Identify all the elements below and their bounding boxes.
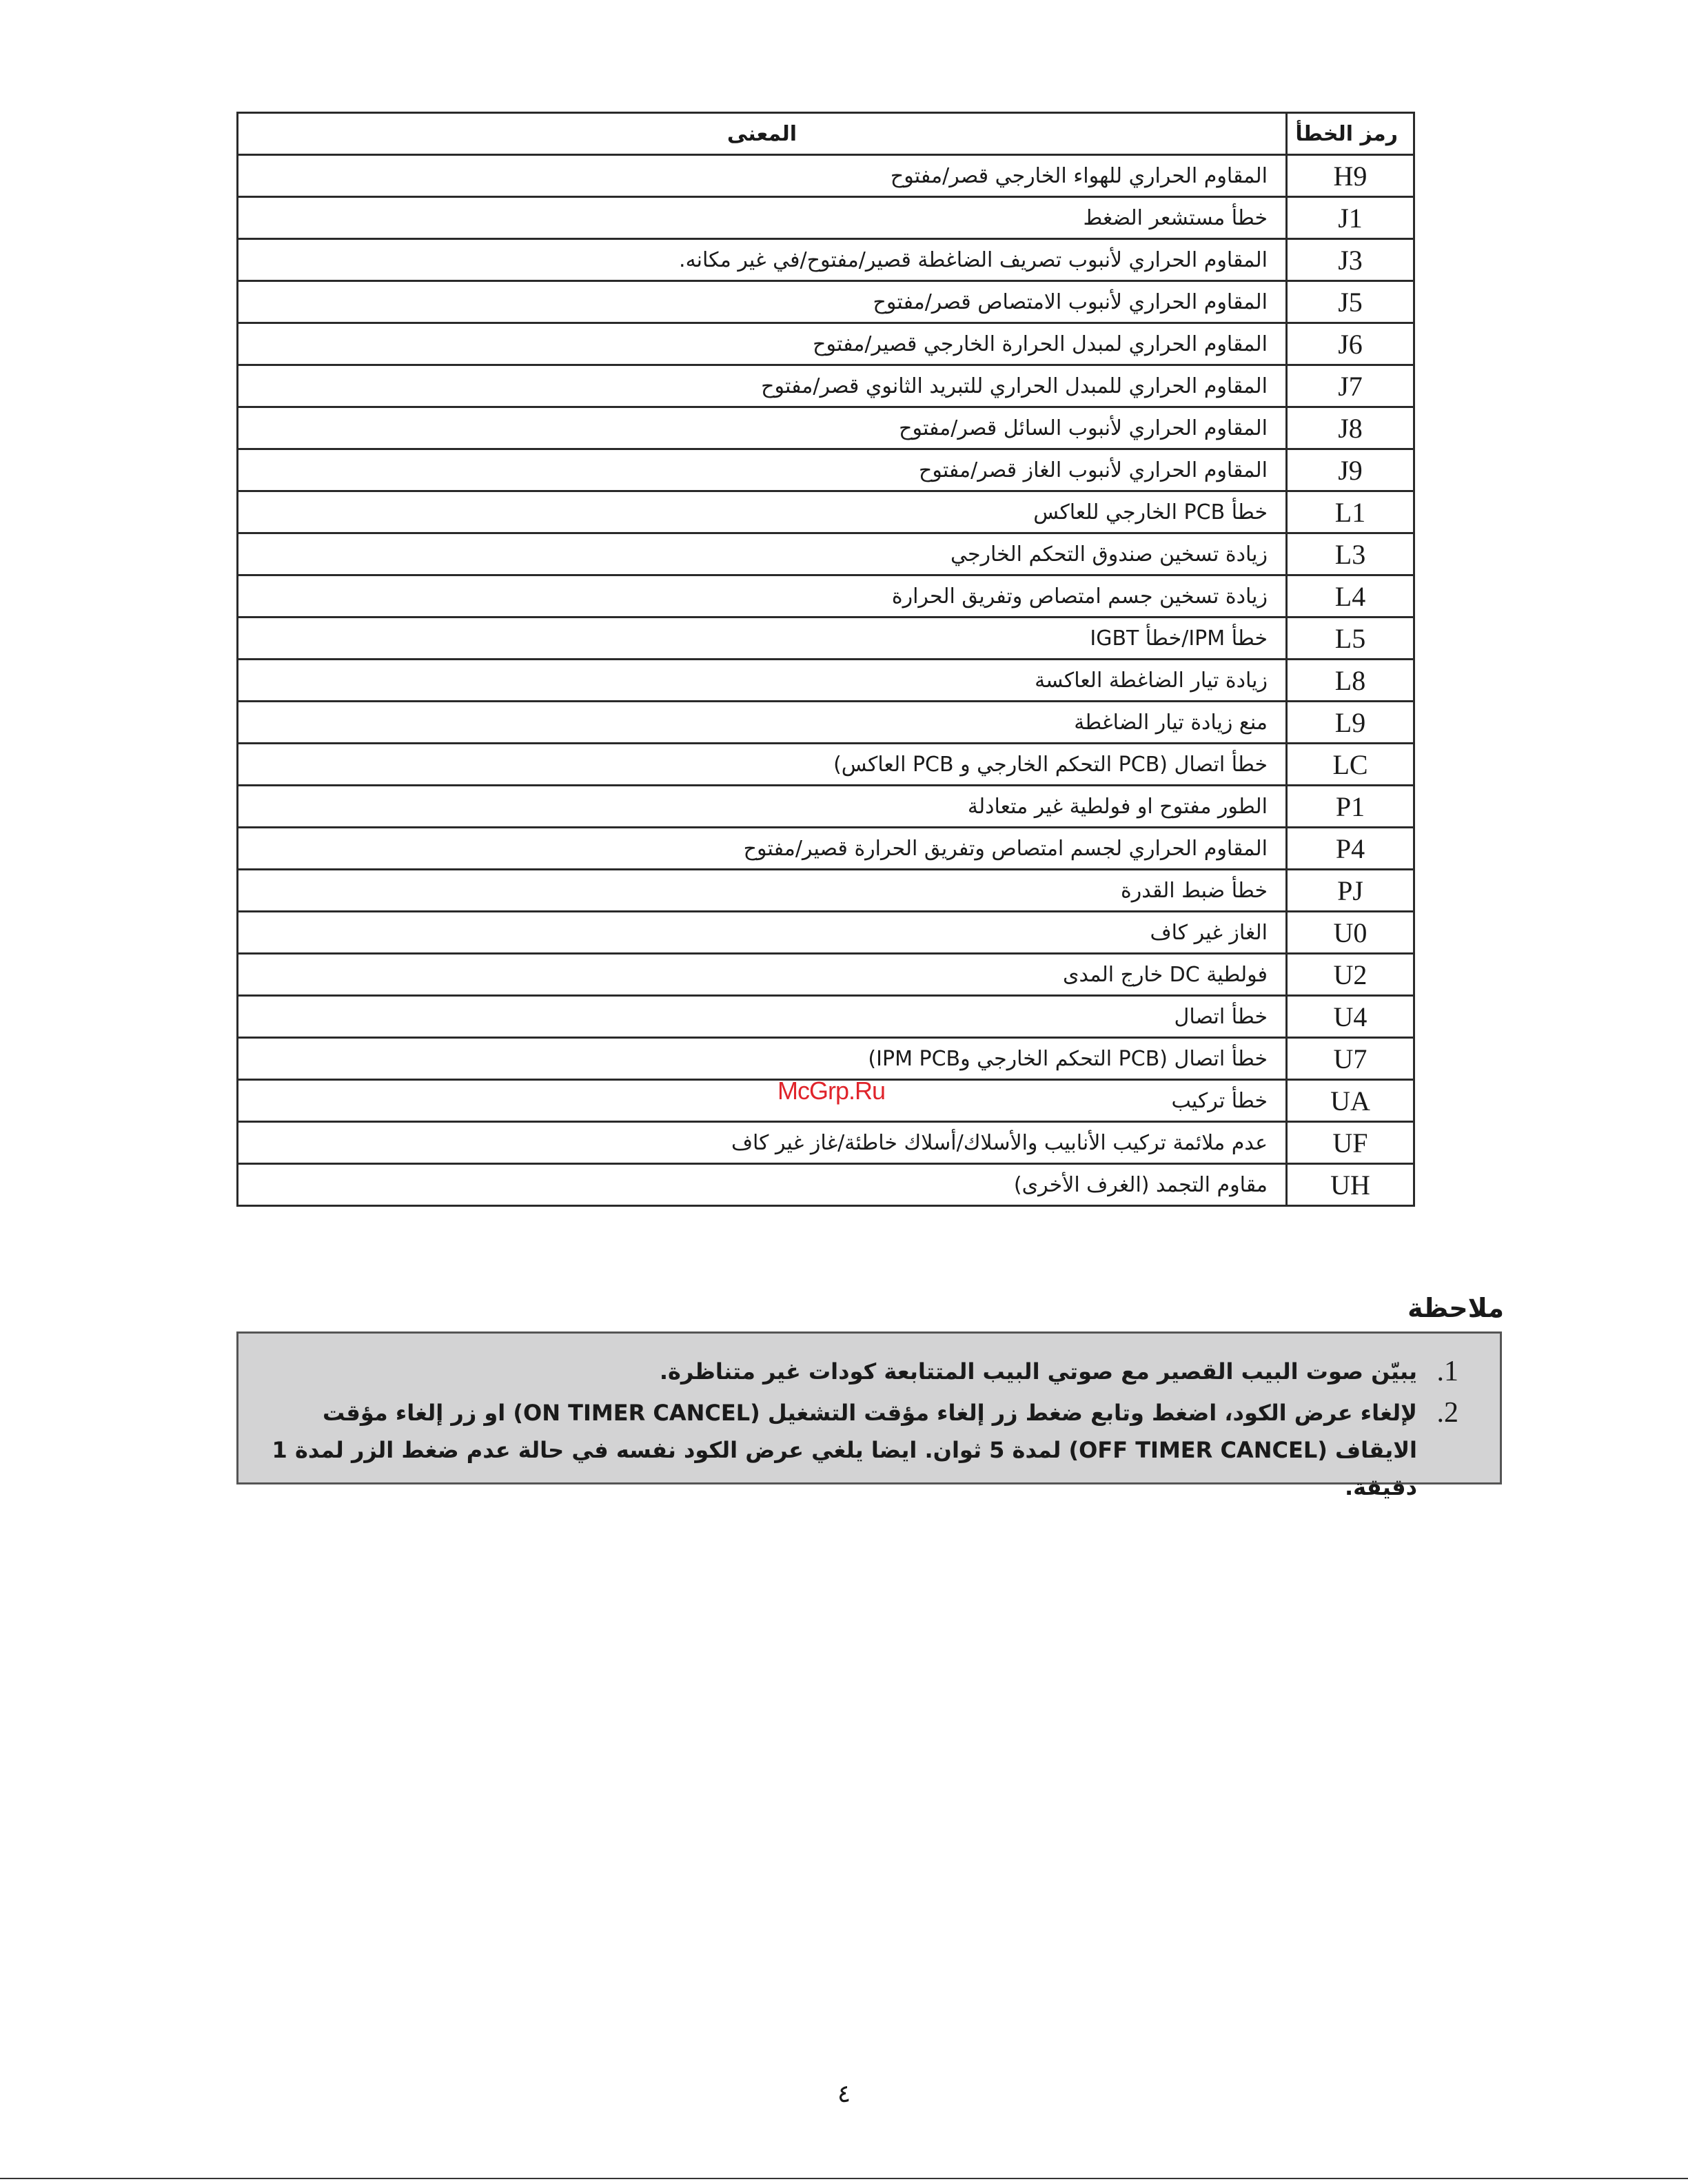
bottom-divider (0, 2178, 1688, 2179)
error-code-cell: U4 (1287, 996, 1414, 1038)
table-row (238, 1122, 1414, 1164)
error-code-cell: L9 (1287, 702, 1414, 744)
table-row (238, 912, 1414, 954)
meaning-cell: الغاز غير كاف (238, 912, 1287, 954)
error-code-cell: U2 (1287, 954, 1414, 996)
table-row (238, 365, 1414, 407)
table-row (238, 491, 1414, 533)
meaning-cell: فولطية DC خارج المدى (238, 954, 1287, 996)
error-code-cell: H9 (1287, 155, 1414, 197)
meaning-cell: المقاوم الحراري للمبدل الحراري للتبريد الثانوي قصر/مفتوح (238, 365, 1287, 407)
meaning-cell: خطأ اتصال (PCB التحكم الخارجي و PCB العاكس) (238, 744, 1287, 786)
meaning-cell: المقاوم الحراري لمبدل الحرارة الخارجي قصير/مفتوح (238, 323, 1287, 365)
meaning-cell: مقاوم التجمد (الغرف الأخرى) (238, 1164, 1287, 1206)
error-code-cell: P4 (1287, 828, 1414, 870)
error-code-cell: J9 (1287, 449, 1414, 491)
table-row (238, 660, 1414, 702)
table-row (238, 1038, 1414, 1080)
table-row (238, 870, 1414, 912)
meaning-cell: خطأ ضبط القدرة (238, 870, 1287, 912)
table-row (238, 407, 1414, 449)
meaning-cell: خطأ اتصال (238, 996, 1287, 1038)
error-code-cell: L3 (1287, 533, 1414, 575)
meaning-cell: المقاوم الحراري لأنبوب الامتصاص قصر/مفتوح (238, 281, 1287, 323)
error-code-cell: J8 (1287, 407, 1414, 449)
table-row (238, 533, 1414, 575)
error-code-cell: LC (1287, 744, 1414, 786)
error-code-cell: UH (1287, 1164, 1414, 1206)
error-code-cell: J3 (1287, 239, 1414, 281)
note-text: لإلغاء عرض الكود، اضغط وتابع ضغط زر إلغاء مؤقت التشغيل (ON TIMER CANCEL) او زر إلغاء مؤقت الايقاف (OFF TIMER CANCEL) لمدة 5 ثوان. ايضا يلغي عرض الكود نفسه في حالة عدم ضغط الزر لمدة 1 دقيقة. (272, 1400, 1417, 1500)
meaning-cell: خطأ تركيب (238, 1080, 1287, 1122)
error-code-cell: UA (1287, 1080, 1414, 1122)
meaning-cell: المقاوم الحراري للهواء الخارجي قصر/مفتوح (238, 155, 1287, 197)
error-code-cell: U7 (1287, 1038, 1414, 1080)
error-code-cell: U0 (1287, 912, 1414, 954)
table-row (238, 239, 1414, 281)
meaning-cell: المقاوم الحراري لجسم امتصاص وتفريق الحرارة قصير/مفتوح (238, 828, 1287, 870)
meaning-cell: عدم ملائمة تركيب الأنابيب والأسلاك/أسلاك خاطئة/غاز غير كاف (238, 1122, 1287, 1164)
watermark: McGrp.Ru (777, 1076, 886, 1105)
error-code-cell: J6 (1287, 323, 1414, 365)
error-code-cell: PJ (1287, 870, 1414, 912)
table-row (238, 618, 1414, 660)
table-row (238, 744, 1414, 786)
page-number: ٤ (837, 2080, 851, 2108)
meaning-cell: الطور مفتوح او فولطية غير متعادلة (238, 786, 1287, 828)
meaning-cell: المقاوم الحراري لأنبوب السائل قصر/مفتوح (238, 407, 1287, 449)
error-code-cell: J7 (1287, 365, 1414, 407)
error-code-cell: J5 (1287, 281, 1414, 323)
table-row (238, 281, 1414, 323)
meaning-cell: منع زيادة تيار الضاغطة (238, 702, 1287, 744)
note-item (266, 1353, 1458, 1390)
table-row (238, 786, 1414, 828)
meaning-cell: خطأ مستشعر الضغط (238, 197, 1287, 239)
meaning-cell: زيادة تسخين جسم امتصاص وتفريق الحرارة (238, 575, 1287, 618)
table-row (238, 575, 1414, 618)
table-row (238, 828, 1414, 870)
error-code-cell: L5 (1287, 618, 1414, 660)
table-row (238, 449, 1414, 491)
meaning-cell: زيادة تيار الضاغطة العاكسة (238, 660, 1287, 702)
header-meaning: المعنى (238, 113, 1287, 155)
header-error-code: رمز الخطأ (1287, 113, 1414, 155)
error-code-cell: L8 (1287, 660, 1414, 702)
meaning-cell: زيادة تسخين صندوق التحكم الخارجي (238, 533, 1287, 575)
meaning-cell: خطأ اتصال (PCB التحكم الخارجي وIPM PCB) (238, 1038, 1287, 1080)
table-header-row (238, 113, 1414, 155)
error-codes-table (236, 112, 1415, 1207)
meaning-cell: خطأ IPM/خطأ IGBT (238, 618, 1287, 660)
meaning-cell: خطأ PCB الخارجي للعاكس (238, 491, 1287, 533)
table-row (238, 323, 1414, 365)
table-row (238, 702, 1414, 744)
table-row (238, 996, 1414, 1038)
note-text: يبيّن صوت البيب القصير مع صوتي البيب المتتابعة كودات غير متناظرة. (659, 1358, 1417, 1385)
table-body (238, 155, 1414, 1206)
table-row (238, 1164, 1414, 1206)
table-row (238, 155, 1414, 197)
error-code-cell: L1 (1287, 491, 1414, 533)
error-code-cell: P1 (1287, 786, 1414, 828)
note-box (236, 1331, 1502, 1500)
note-number: 2. (1436, 1397, 1458, 1429)
note-heading: ملاحظة (1407, 1293, 1504, 1323)
note-item (266, 1394, 1458, 1506)
table-row (238, 954, 1414, 996)
table-row (238, 197, 1414, 239)
error-code-cell: L4 (1287, 575, 1414, 618)
meaning-cell: المقاوم الحراري لأنبوب تصريف الضاغطة قصير/مفتوح/في غير مكانه. (238, 239, 1287, 281)
note-number: 1. (1436, 1356, 1458, 1387)
meaning-cell: المقاوم الحراري لأنبوب الغاز قصر/مفتوح (238, 449, 1287, 491)
error-code-cell: UF (1287, 1122, 1414, 1164)
error-code-cell: J1 (1287, 197, 1414, 239)
